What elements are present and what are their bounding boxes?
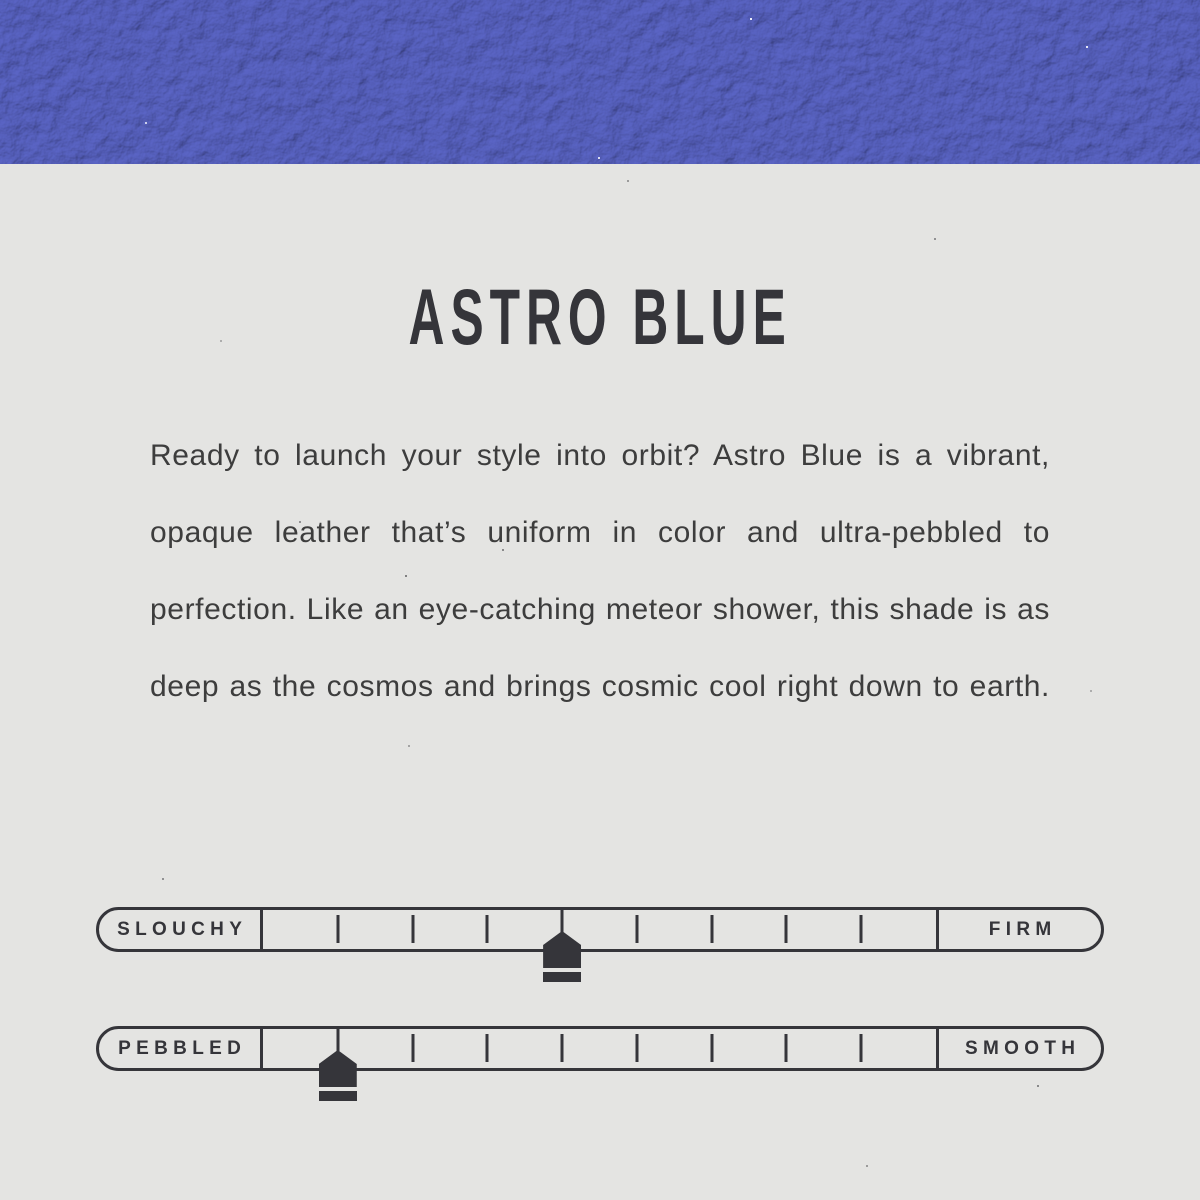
page-title: ASTRO BLUE — [408, 272, 792, 361]
scale-left-section — [99, 1029, 260, 1068]
scale-right-label: FIRM — [988, 918, 1057, 940]
description-line: perfection. Like an eye-catching meteor shower, this shade is as — [150, 593, 1050, 626]
scale-right-section — [939, 1029, 1101, 1068]
slider-marker-stem — [336, 1029, 339, 1051]
scale-tick — [635, 1034, 638, 1062]
color-description — [150, 417, 1050, 725]
scale-left-section — [99, 910, 260, 949]
scale-tick — [486, 915, 489, 943]
leather-texture-image — [0, 0, 1200, 164]
scale-tick — [336, 915, 339, 943]
slider-lane — [263, 1029, 936, 1068]
scale-tick — [710, 1034, 713, 1062]
slider-marker-pointer — [319, 1050, 357, 1087]
texture-scale — [96, 1026, 1104, 1071]
scale-tick — [860, 1034, 863, 1062]
scale-tick — [486, 1034, 489, 1062]
slider-marker-stem — [561, 910, 564, 932]
scale-right-label: SMOOTH — [965, 1037, 1081, 1059]
scale-tick — [785, 915, 788, 943]
scale-left-label: PEBBLED — [118, 1037, 247, 1059]
scale-right-section — [939, 910, 1101, 949]
scale-tick — [860, 915, 863, 943]
scale-tick — [411, 1034, 414, 1062]
description-line: deep as the cosmos and brings cosmic cool right down to earth. — [150, 670, 1050, 703]
title-row — [0, 272, 1200, 361]
scale-tick — [785, 1034, 788, 1062]
leather-texture-swatch — [0, 0, 1200, 164]
scale-left-label: SLOUCHY — [117, 918, 248, 940]
slider-marker-pointer — [543, 931, 581, 968]
scale-tick — [710, 915, 713, 943]
slider-marker-base — [319, 1091, 357, 1101]
description-line: Ready to launch your style into orbit? Astro Blue is a vibrant, — [150, 439, 1050, 472]
firmness-scale — [96, 907, 1104, 952]
scale-tick — [411, 915, 414, 943]
scale-tick — [561, 1034, 564, 1062]
scale-tick — [635, 915, 638, 943]
slider-lane — [263, 910, 936, 949]
slider-marker-base — [543, 972, 581, 982]
description-line: opaque leather that’s uniform in color and ultra-pebbled to — [150, 516, 1050, 549]
